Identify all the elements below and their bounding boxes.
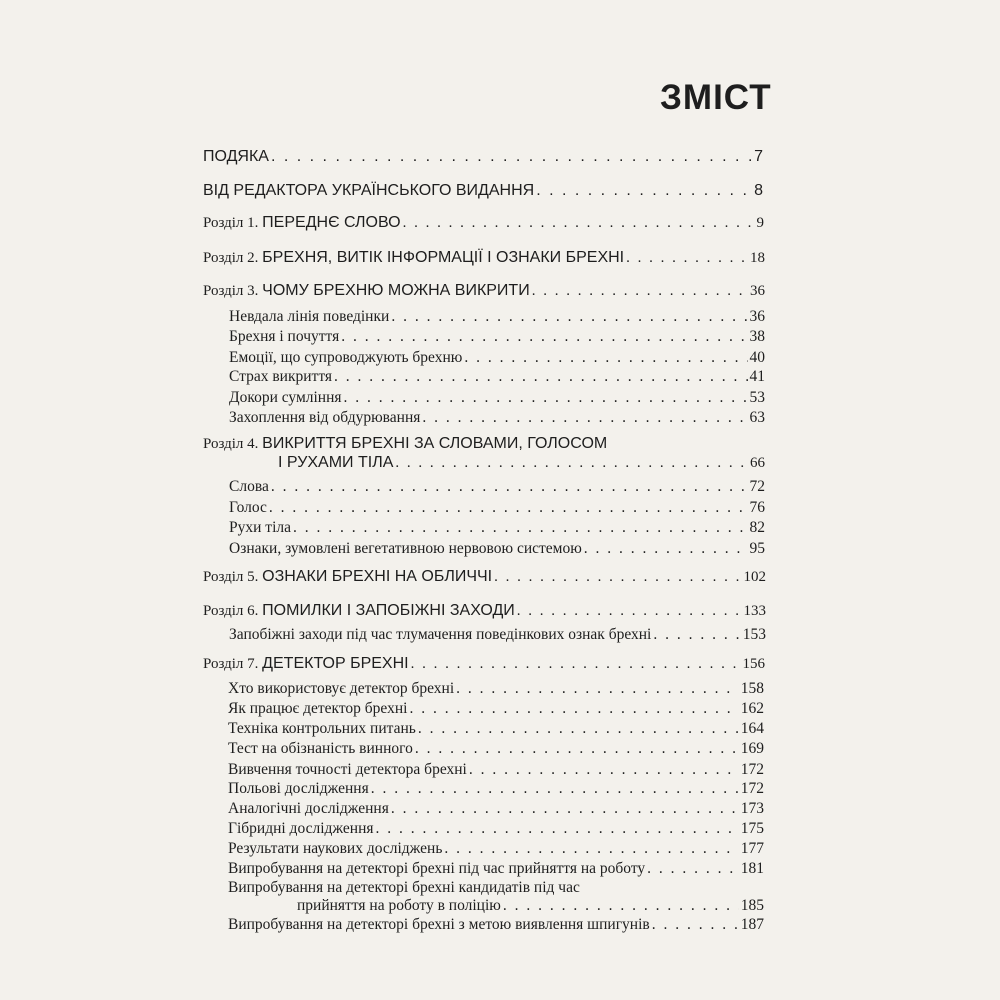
entry-title: ВІД РЕДАКТОРА УКРАЇНСЬКОГО ВИДАННЯ [203, 182, 535, 199]
entry-page: 164 [740, 720, 764, 737]
toc-entry [203, 183, 763, 199]
toc-subentry [229, 541, 765, 557]
chapter-title: БРЕХНЯ, ВИТІК ІНФОРМАЦІЇ І ОЗНАКИ БРЕХНІ [262, 249, 625, 266]
toc-subentry [228, 801, 764, 817]
chapter-title: ВИКРИТТЯ БРЕХНІ ЗА СЛОВАМИ, ГОЛОСОМ [262, 435, 608, 452]
leader-dots [536, 183, 752, 199]
entry-page: 76 [749, 499, 765, 516]
leader-dots [469, 762, 739, 778]
entry-page: 156 [742, 656, 765, 672]
entry-title: Вивчення точності детектора брехні [228, 761, 467, 778]
toc-subentry [229, 479, 765, 495]
entry-page: 82 [749, 519, 765, 536]
toc-subentry [228, 880, 764, 896]
leader-dots [344, 390, 748, 406]
leader-dots [422, 410, 747, 426]
entry-page: 185 [740, 897, 764, 914]
page-title: ЗМІСТ [660, 78, 772, 117]
leader-dots [371, 781, 739, 797]
chapter-title: ЧОМУ БРЕХНЮ МОЖНА ВИКРИТИ [262, 282, 530, 299]
chapter-title: ДЕТЕКТОР БРЕХНІ [262, 655, 409, 672]
leader-dots [391, 801, 739, 817]
chapter-title: ПЕРЕДНЄ СЛОВО [262, 214, 401, 231]
chapter-number: Розділ 1. [203, 215, 263, 231]
entry-page: 172 [740, 761, 764, 778]
chapter-title: ОЗНАКИ БРЕХНІ НА ОБЛИЧЧІ [262, 568, 493, 585]
entry-page: 41 [749, 368, 765, 385]
entry-title: Рухи тіла [229, 519, 291, 536]
entry-page: 38 [749, 328, 765, 345]
entry-title: Страх викриття [229, 368, 333, 385]
toc-chapter-continuation [278, 455, 765, 471]
toc-subentry [228, 781, 764, 797]
leader-dots [652, 917, 739, 933]
toc-subentry [228, 681, 764, 697]
entry-title: Тест на обізнаність винного [228, 740, 413, 757]
toc-subentry [228, 821, 764, 837]
entry-page: 36 [749, 308, 765, 325]
entry-title: Випробування на детекторі брехні з метою виявлення шпигунів [228, 916, 650, 933]
chapter-number: Розділ 3. [203, 283, 263, 299]
entry-page: 95 [749, 540, 765, 557]
chapter-title-continuation: І РУХАМИ ТІЛА [278, 454, 394, 471]
entry-page: 66 [750, 455, 765, 471]
entry-page: 177 [740, 840, 764, 857]
toc-entry [203, 149, 763, 165]
entry-page: 40 [749, 349, 765, 366]
toc-subentry [228, 917, 764, 933]
entry-page: 72 [749, 478, 765, 495]
leader-dots [341, 329, 747, 345]
toc-subentry [229, 390, 765, 406]
toc-subentry [229, 350, 765, 366]
chapter-number: Розділ 2. [203, 250, 263, 266]
toc-subentry [228, 861, 764, 877]
toc-subentry [229, 500, 765, 516]
leader-dots [403, 216, 755, 231]
entry-page: 53 [749, 389, 765, 406]
entry-title: Слова [229, 478, 269, 495]
entry-page: 158 [740, 680, 764, 697]
toc-chapter-entry [203, 656, 765, 672]
toc-subentry [229, 309, 765, 325]
toc-subentry [228, 721, 764, 737]
leader-dots [532, 284, 748, 299]
toc-subentry [229, 520, 765, 536]
toc-subentry [228, 762, 764, 778]
leader-dots [653, 627, 740, 643]
chapter-number: Розділ 5. [203, 569, 263, 585]
chapter-number: Розділ 6. [203, 603, 263, 619]
toc-chapter-entry [203, 215, 764, 231]
entry-page: 18 [750, 250, 765, 266]
entry-title: Ознаки, зумовлені вегетативною нервовою системою [229, 540, 582, 557]
leader-dots [411, 657, 741, 672]
leader-dots [584, 541, 748, 557]
leader-dots [444, 841, 738, 857]
leader-dots [464, 350, 747, 366]
entry-title: Невдала лінія поведінки [229, 308, 390, 325]
entry-title: ПОДЯКА [203, 148, 269, 165]
leader-dots [269, 500, 748, 516]
chapter-number: Розділ 4. [203, 436, 263, 452]
leader-dots [391, 309, 747, 325]
entry-page: 9 [756, 215, 764, 231]
entry-page: 8 [754, 182, 763, 199]
chapter-number: Розділ 7. [203, 656, 263, 672]
entry-title: Випробування на детекторі брехні кандидатів під час [228, 879, 580, 896]
entry-page: 175 [740, 820, 764, 837]
entry-page: 36 [750, 283, 765, 299]
entry-title: Запобіжні заходи під час тлумачення поведінкових ознак брехні [229, 626, 652, 643]
entry-page: 173 [740, 800, 764, 817]
entry-page: 153 [742, 626, 766, 643]
leader-dots [293, 520, 748, 536]
chapter-title: ПОМИЛКИ І ЗАПОБІЖНІ ЗАХОДИ [262, 602, 515, 619]
entry-page: 169 [740, 740, 764, 757]
entry-title: Голос [229, 499, 267, 516]
toc-subentry [228, 701, 764, 717]
entry-page: 63 [749, 409, 765, 426]
entry-title: Результати наукових досліджень [228, 840, 443, 857]
toc-chapter-entry [203, 250, 765, 266]
entry-title: Брехня і почуття [229, 328, 340, 345]
leader-dots [334, 369, 747, 385]
entry-page: 162 [740, 700, 764, 717]
entry-title: Як працює детектор брехні [228, 700, 408, 717]
leader-dots [418, 721, 739, 737]
entry-title: Хто використовує детектор брехні [228, 680, 455, 697]
entry-title: Емоції, що супроводжують брехню [229, 349, 463, 366]
toc-chapter-entry [203, 603, 766, 619]
leader-dots [415, 741, 739, 757]
entry-title: Докори сумління [229, 389, 342, 406]
entry-title: Техніка контрольних питань [228, 720, 416, 737]
leader-dots [626, 251, 748, 266]
leader-dots [395, 456, 748, 471]
toc-subentry [228, 841, 764, 857]
leader-dots [376, 821, 739, 837]
leader-dots [647, 861, 739, 877]
leader-dots [271, 479, 748, 495]
entry-page: 102 [743, 569, 766, 585]
leader-dots [503, 898, 739, 914]
entry-page: 172 [740, 780, 764, 797]
entry-page: 133 [743, 603, 766, 619]
leader-dots [409, 701, 738, 717]
entry-title: Польові дослідження [228, 780, 369, 797]
toc-subentry [228, 741, 764, 757]
leader-dots [517, 604, 742, 619]
toc-subentry [229, 369, 765, 385]
entry-title-continuation: прийняття на роботу в поліцію [297, 897, 501, 914]
leader-dots [494, 570, 741, 585]
entry-title: Гібридні дослідження [228, 820, 374, 837]
entry-page: 187 [740, 916, 764, 933]
toc-chapter-entry [203, 283, 765, 299]
leader-dots [456, 681, 739, 697]
toc-subentry [229, 627, 766, 643]
toc-subentry-continuation [297, 898, 764, 914]
entry-title: Випробування на детекторі брехні під час прийняття на роботу [228, 860, 646, 877]
toc-chapter-entry [203, 436, 763, 452]
entry-title: Захоплення від обдурювання [229, 409, 421, 426]
entry-title: Аналогічні дослідження [228, 800, 389, 817]
toc-subentry [229, 329, 765, 345]
leader-dots [271, 149, 752, 165]
toc-subentry [229, 410, 765, 426]
toc-chapter-entry [203, 569, 766, 585]
entry-page: 7 [754, 148, 763, 165]
entry-page: 181 [740, 860, 764, 877]
